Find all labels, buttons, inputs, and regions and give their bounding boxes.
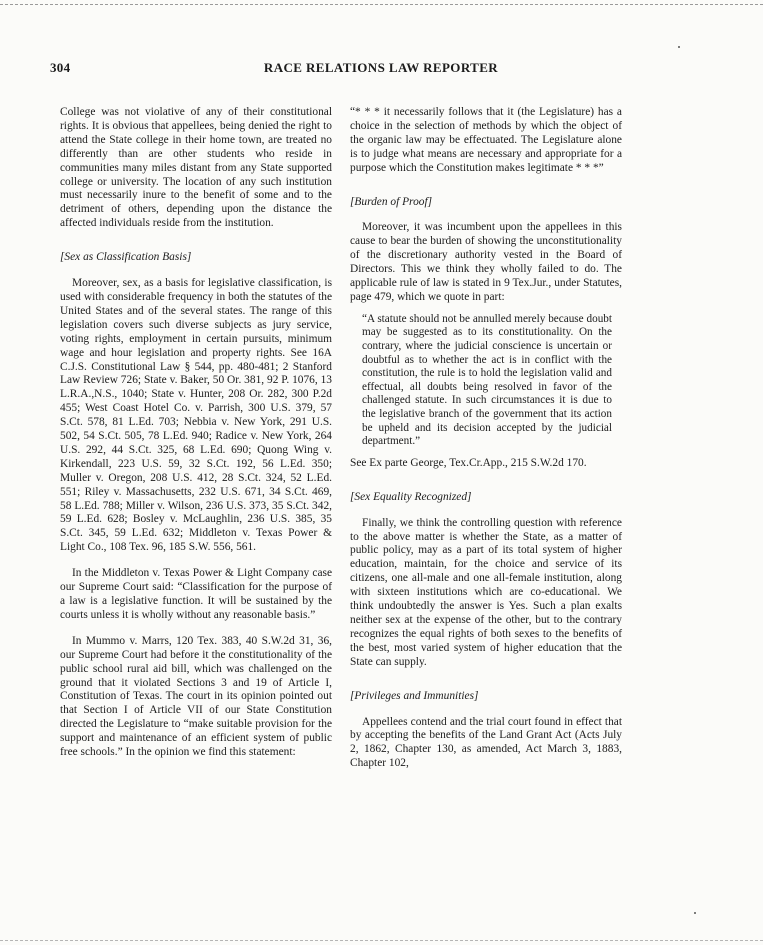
scan-speck	[678, 46, 680, 48]
paragraph: Moreover, sex, as a basis for legislative classification, is used with considerable frequency in both the statutes of the United States and of the several states. The range of this legislation covers such diverse subjects as jury service, voting rights, employment in certain pursuits, minimum wage and hour legislation and property rights. See 16A C.J.S. Constitutional Law § 544, pp. 480-481; 2 Stanford Law Review 726; State v. Baker, 50 Or. 381, 92 P. 1076, 13 L.R.A.,N.S., 1040; State v. Hunter, 208 Or. 282, 300 P.2d 455; West Coast Hotel Co. v. Parrish, 300 U.S. 379, 57 S.Ct. 578, 81 L.Ed. 703; Nebbia v. New York, 291 U.S. 502, 54 S.Ct. 505, 78 L.Ed. 940; Radice v. New York, 264 U.S. 292, 44 S.Ct. 325, 68 L.Ed. 690; Quong Wing v. Kirkendall, 223 U.S. 59, 32 S.Ct. 192, 56 L.Ed. 350; Muller v. Oregon, 208 U.S. 412, 28 S.Ct. 324, 52 L.Ed. 551; Riley v. Massachusetts, 232 U.S. 671, 34 S.Ct. 469, 58 L.Ed. 788; Miller v. Wilson, 236 U.S. 373, 35 S.Ct. 342, 59 L.Ed. 628; Bosley v. McLaughlin, 236 U.S. 385, 35 S.Ct. 345, 59 L.Ed. 632; Middleton v. Texas Power & Light Co., 108 Tex. 96, 185 S.W. 556, 561.	[60, 277, 332, 554]
section-heading: [Privileges and Immunities]	[350, 689, 479, 702]
section-heading: [Sex Equality Recognized]	[350, 490, 472, 503]
paragraph: “* * * it necessarily follows that it (the Legislature) has a choice in the selection of methods by which the object of the organic law may be effectuated. The Legislature alone is to judge what means are necessary and appropriate for a purpose which the Constitution makes legitimate * * *”	[350, 106, 622, 174]
paragraph: Finally, we think the controlling question with reference to the above matter is whether the State, as a matter of public policy, may as a part of its total system of higher education, maintain, for the choice and service of its citizens, one all-male and one all-female institution, along with sixteen institutions which are co-educational. We think undoubtedly the answer is Yes. Such a plan exalts neither sex at the expense of the other, but to the contrary recognizes the equal rights of both sexes to the benefits of the best, most varied system of higher education that the State can supply.	[350, 516, 622, 668]
scan-speck	[694, 912, 696, 914]
paragraph: In Mummo v. Marrs, 120 Tex. 383, 40 S.W.2d 31, 36, our Supreme Court had before it the constitutionality of the public school rural aid bill, which was challenged on the ground that it violated Sections 3 and 19 of Article I, Constitution of Texas. The court in its opinion pointed out that Section I of Article VII of our State Constitution directed the Legislature to “make suitable provision for the support and maintenance of an efficient system of public free schools.” In the opinion we find this statement:	[60, 634, 332, 759]
section-heading: [Burden of Proof]	[350, 195, 433, 208]
paragraph: College was not violative of any of their constitutional rights. It is obvious that appellees, being denied the right to attend the State college in their home town, are treated no differently than are other students who reside in communities many miles distant from any State supported college or university. The location of any such institution must necessarily inure to the benefit of some and to the detriment of others, depending upon the distance the affected individuals reside from the institution.	[60, 106, 332, 230]
running-title: RACE RELATIONS LAW REPORTER	[263, 60, 499, 75]
left-column	[60, 106, 332, 760]
section-heading: [Sex as Classification Basis]	[60, 251, 192, 264]
page-header	[50, 60, 712, 80]
block-quote: “A statute should not be annulled merely because doubt may be suggested as to its constitutionality. On the contrary, where the judicial conscience is uncertain or doubtful as to whether the act is in conflict with the constitution, the rule is to hold the legislation valid and effectual, all doubts being resolved in favor of the challenged statute. In such circumstances it is due to the legislative branch of the government that its action be upheld and its decision accepted by the judicial department.”	[362, 312, 612, 448]
bottom-scan-edge	[0, 940, 763, 941]
paragraph: See Ex parte George, Tex.Cr.App., 215 S.W.2d 170.	[350, 456, 587, 469]
paragraph: Appellees contend and the trial court found in effect that by accepting the benefits of the Land Grant Act (Acts July 2, 1862, Chapter 130, as amended, Act March 3, 1883, Chapter 102,	[350, 715, 622, 770]
page-number: 304	[50, 60, 71, 75]
paragraph: In the Middleton v. Texas Power & Light Company case our Supreme Court said: “Classification for the purpose of a law is a legislative function. It will be sustained by the courts unless it is wholly without any reasonable basis.”	[60, 567, 332, 621]
top-scan-edge	[0, 4, 763, 5]
paragraph: Moreover, it was incumbent upon the appellees in this cause to bear the burden of showing the unconstitutionality of the discretionary authority vested in the Board of Directors. This we think they wholly failed to do. The applicable rule of law is stated in 9 Tex.Jur., under Statutes, page 479, which we quote in part:	[350, 221, 622, 303]
right-column	[350, 106, 622, 771]
